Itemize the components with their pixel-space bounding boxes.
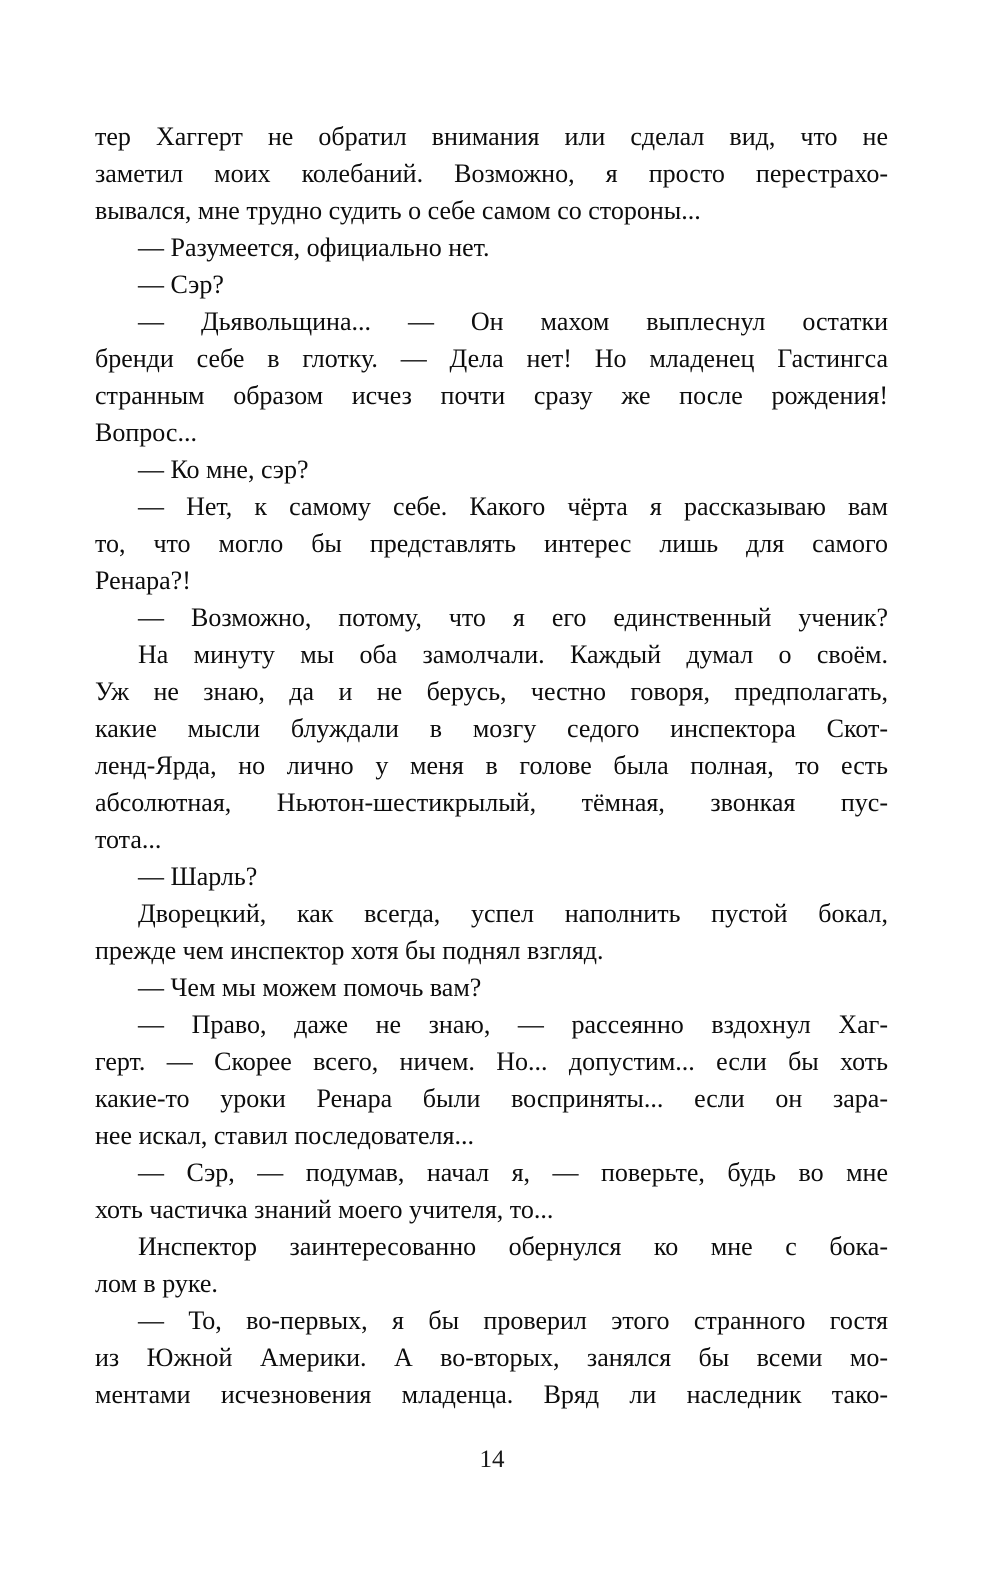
text-line: прежде чем инспектор хотя бы поднял взгляд. [95, 936, 604, 965]
text-line: Ренара?! [95, 566, 191, 595]
paragraph [95, 1228, 888, 1302]
text-line: Уж не знаю, да и не берусь, честно говоря, предполагать, [95, 677, 888, 706]
text-line: заметил моих колебаний. Возможно, я просто перестрахо- [95, 159, 888, 188]
text-line: тер Хаггерт не обратил внимания или сделал вид, что не [95, 122, 888, 151]
text-line: нее искал, ставил последователя... [95, 1121, 474, 1150]
text-line: бренди себе в глотку. — Дела нет! Но младенец Гастингса [95, 344, 888, 373]
paragraph [95, 1154, 888, 1228]
text-line: — Ко мне, сэр? [138, 455, 309, 484]
text-line: вывался, мне трудно судить о себе самом со стороны... [95, 196, 701, 225]
paragraph [95, 636, 888, 858]
text-line: тота... [95, 825, 162, 854]
paragraph [95, 488, 888, 599]
page-text [95, 118, 888, 1413]
text-line: — Возможно, потому, что я его единственный ученик? [138, 603, 888, 632]
text-line: ленд-Ярда, но лично у меня в голове была полная, то есть [95, 751, 888, 780]
text-line: какие-то уроки Ренара были восприняты... если он зара- [95, 1084, 888, 1113]
text-line: Инспектор заинтересованно обернулся ко мне с бока- [138, 1232, 888, 1261]
text-line: На минуту мы оба замолчали. Каждый думал о своём. [138, 640, 888, 669]
page-number: 14 [479, 1446, 505, 1473]
paragraph [95, 1006, 888, 1154]
paragraph [95, 303, 888, 451]
text-line: абсолютная, Ньютон-шестикрылый, тёмная, звонкая пус- [95, 788, 888, 817]
text-line: — Дьявольщина... — Он махом выплеснул остатки [138, 307, 888, 336]
paragraph [95, 451, 888, 488]
paragraph [95, 118, 888, 229]
paragraph [95, 1302, 888, 1413]
text-line: какие мысли блуждали в мозгу седого инспектора Скот- [95, 714, 888, 743]
paragraph [95, 969, 888, 1006]
text-line: то, что могло бы представлять интерес лишь для самого [95, 529, 888, 558]
text-line: — Разумеется, официально нет. [138, 233, 490, 262]
paragraph [95, 229, 888, 266]
paragraph [95, 858, 888, 895]
text-line: — Чем мы можем помочь вам? [138, 973, 482, 1002]
text-line: странным образом исчез почти сразу же после рождения! [95, 381, 888, 410]
text-line: — Сэр? [138, 270, 224, 299]
text-line: из Южной Америки. А во-вторых, занялся бы всеми мо- [95, 1343, 888, 1372]
text-line: — Право, даже не знаю, — рассеянно вздохнул Хаг- [138, 1010, 888, 1039]
text-line: Вопрос... [95, 418, 197, 447]
text-line: хоть частичка знаний моего учителя, то... [95, 1195, 554, 1224]
paragraph [95, 895, 888, 969]
text-line: ментами исчезновения младенца. Вряд ли наследник тако- [95, 1380, 888, 1409]
text-line: — То, во-первых, я бы проверил этого странного гостя [138, 1306, 888, 1335]
text-line: — Сэр, — подумав, начал я, — поверьте, будь во мне [138, 1158, 888, 1187]
text-line: лом в руке. [95, 1269, 218, 1298]
paragraph [95, 599, 888, 636]
paragraph [95, 266, 888, 303]
text-line: герт. — Скорее всего, ничем. Но... допустим... если бы хоть [95, 1047, 888, 1076]
text-line: — Шарль? [138, 862, 258, 891]
text-line: — Нет, к самому себе. Какого чёрта я рассказываю вам [138, 492, 888, 521]
text-line: Дворецкий, как всегда, успел наполнить пустой бокал, [138, 899, 888, 928]
